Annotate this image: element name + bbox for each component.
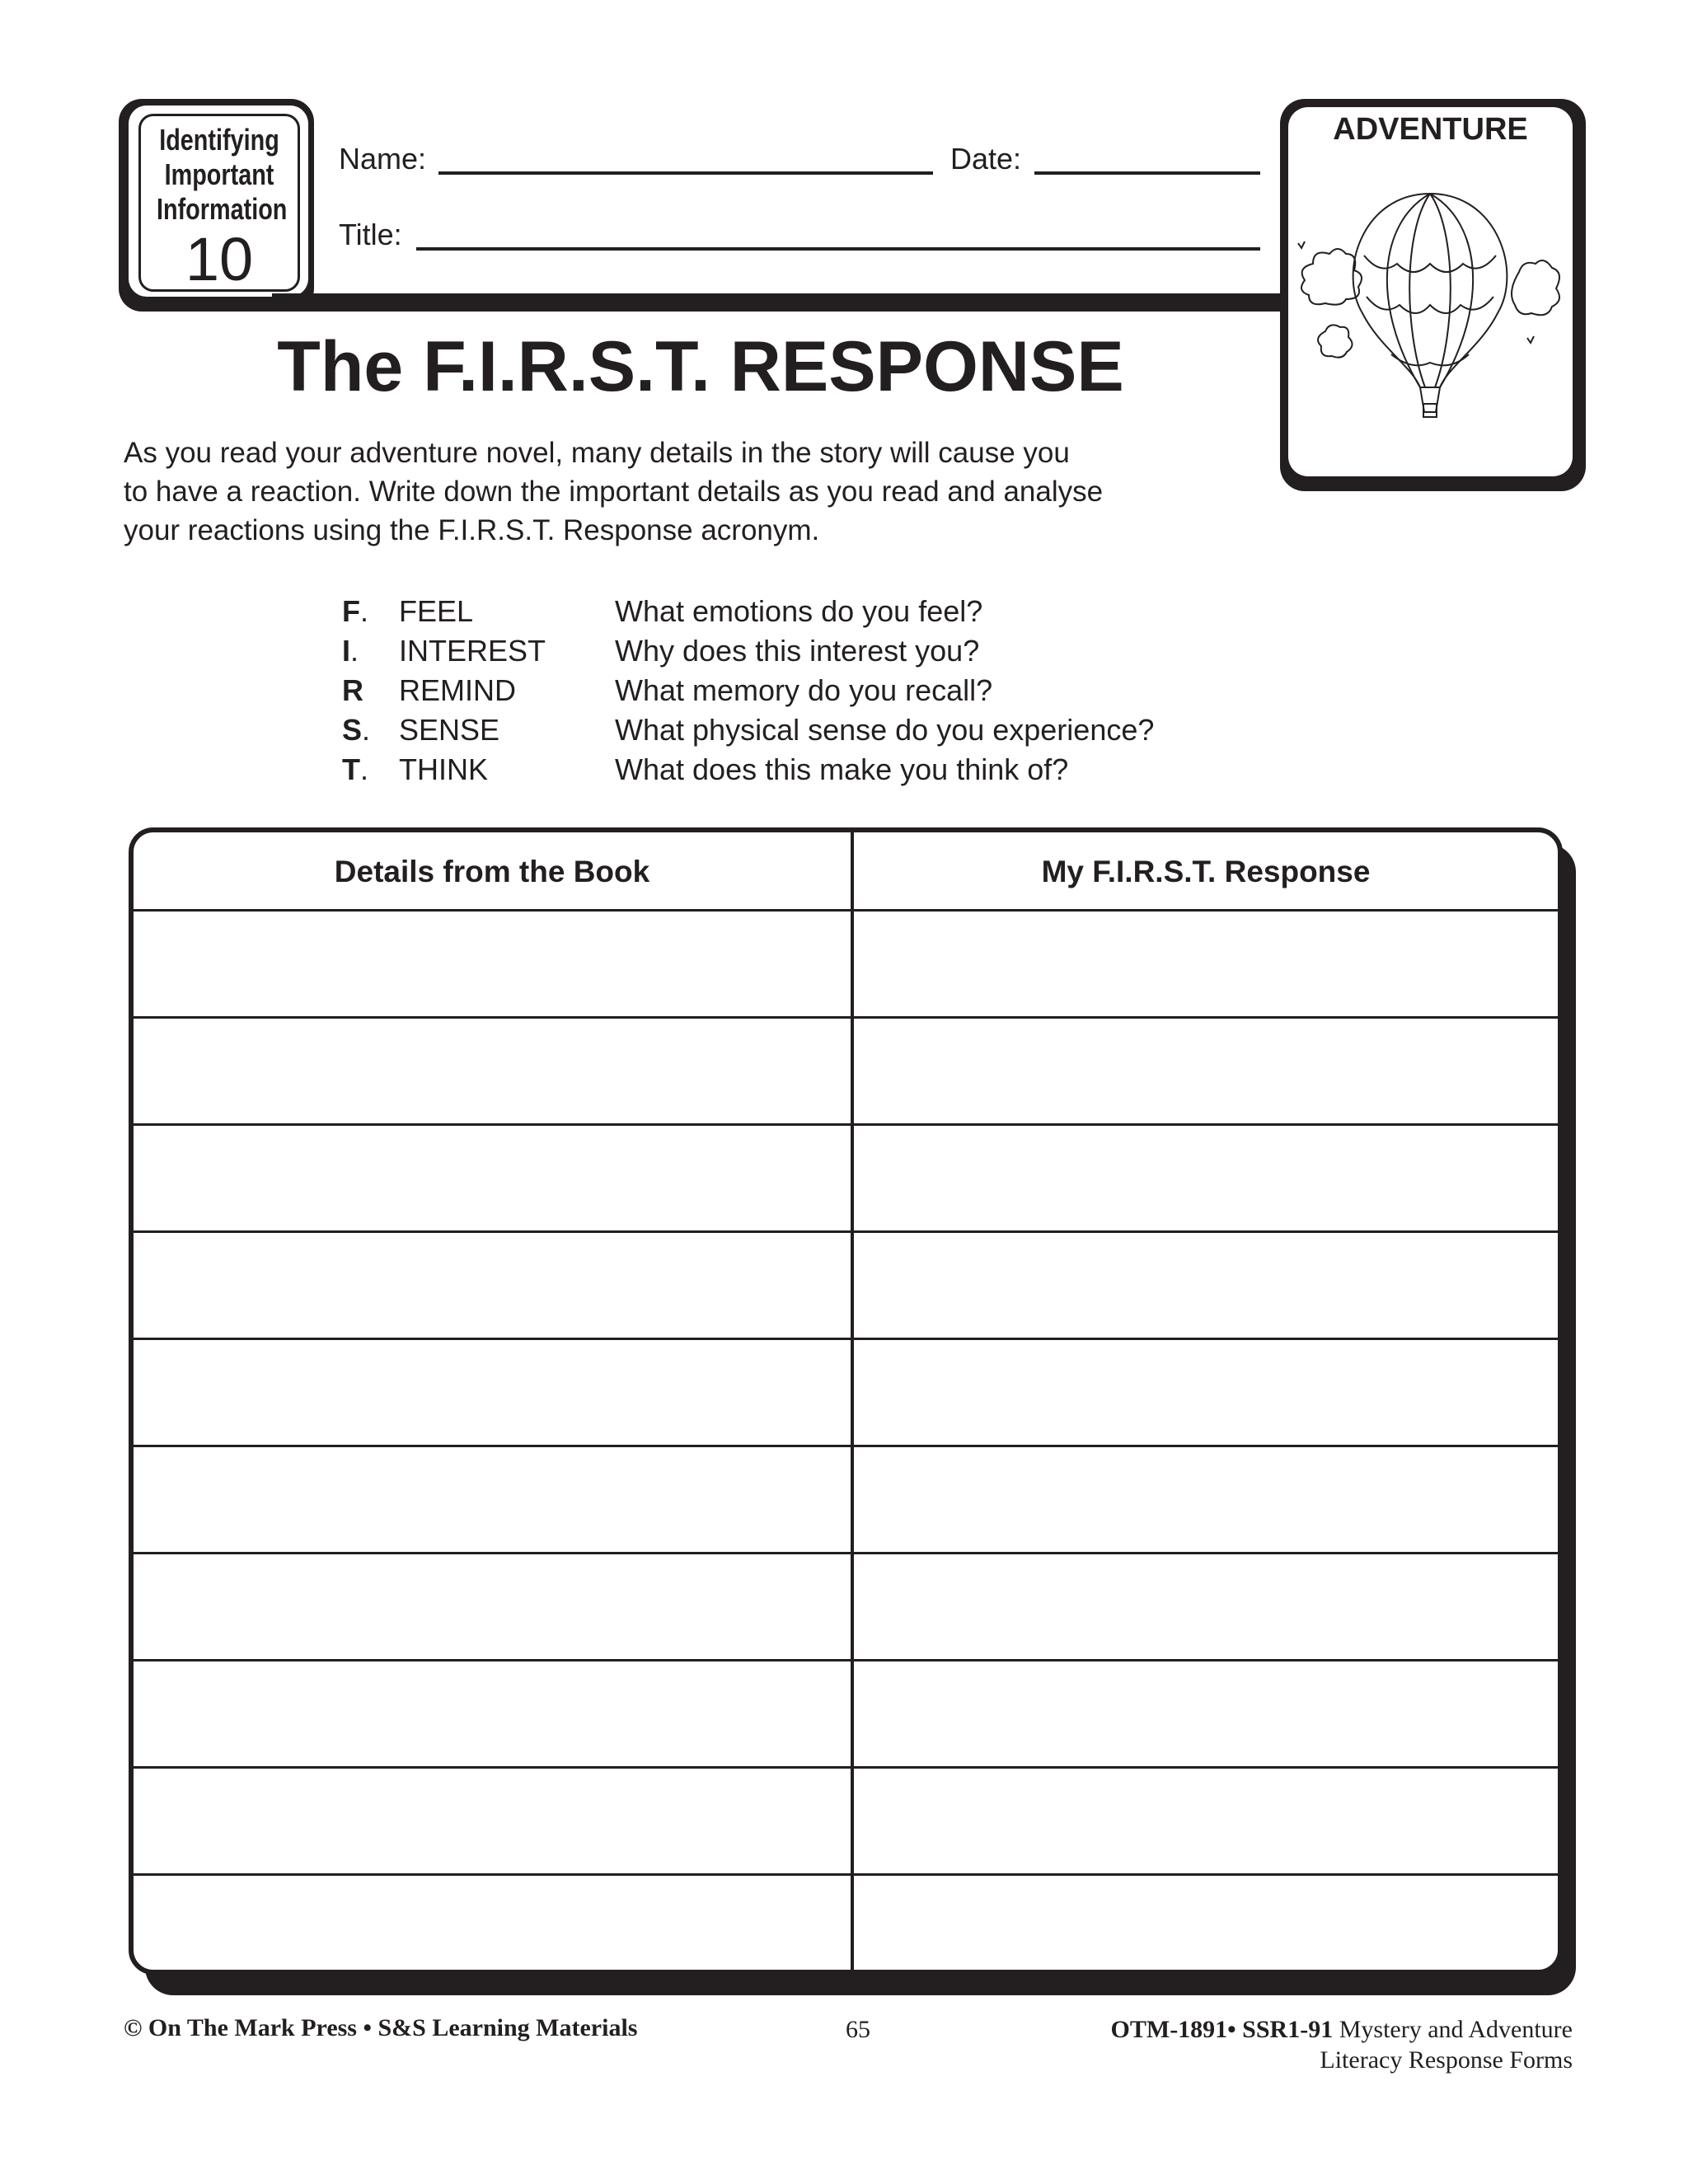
table-cell-details[interactable]: [134, 912, 851, 1016]
title-label: Title:: [339, 218, 402, 251]
product-code: OTM-1891• SSR1-91: [1110, 2016, 1334, 2043]
intro-line: As you read your adventure novel, many details in the story will cause you: [124, 437, 1070, 469]
acronym-word: REMIND: [399, 673, 516, 707]
table-cell-response[interactable]: [854, 1554, 1558, 1659]
badge-line-2: Important: [164, 157, 274, 191]
acronym-letter: F: [342, 594, 360, 628]
acronym-question: What memory do you recall?: [615, 673, 993, 707]
acronym-letter: S: [342, 713, 363, 747]
table-cell-response[interactable]: [854, 1661, 1558, 1766]
name-field[interactable]: [438, 171, 933, 175]
footer-copyright: © On The Mark Press • S&S Learning Materials: [124, 2014, 638, 2041]
acronym-item: [342, 592, 1331, 631]
table-cell-response[interactable]: [854, 1769, 1558, 1873]
intro-line: your reactions using the F.I.R.S.T. Response acronym.: [124, 514, 820, 546]
acronym-word: SENSE: [399, 713, 500, 747]
acronym-letter: R: [342, 673, 363, 707]
acronym-item: [342, 710, 1331, 750]
footer-product: [1111, 2014, 1573, 2075]
acronym-punct: .: [360, 752, 369, 786]
table-cell-response[interactable]: [854, 1340, 1558, 1445]
table-cell-response[interactable]: [854, 912, 1558, 1016]
acronym-word: INTEREST: [399, 634, 546, 668]
table-cell-details[interactable]: [134, 1554, 851, 1659]
table-cell-details[interactable]: [134, 1447, 851, 1552]
page-number: 65: [846, 2016, 870, 2043]
table-cell-details[interactable]: [134, 1233, 851, 1338]
table-cell-details[interactable]: [134, 1769, 851, 1873]
acronym-punct: .: [362, 713, 371, 747]
title-field[interactable]: [416, 247, 1260, 251]
badge-number: 10: [185, 225, 254, 293]
response-table: [129, 827, 1563, 1975]
acronym-list: [342, 592, 1331, 790]
intro-paragraph: [124, 434, 1278, 550]
acronym-letter: I: [342, 634, 351, 668]
table-cell-response[interactable]: [854, 1019, 1558, 1123]
name-label: Name:: [339, 142, 427, 176]
acronym-punct: .: [350, 634, 359, 668]
table-cell-response[interactable]: [854, 1447, 1558, 1552]
product-subtitle: Literacy Response Forms: [1320, 2046, 1573, 2074]
badge-line-3: Information: [157, 192, 288, 226]
column-header-details: Details from the Book: [334, 855, 650, 888]
table-cell-details[interactable]: [134, 1019, 851, 1123]
column-header-response: My F.I.R.S.T. Response: [1041, 855, 1371, 888]
hot-air-balloon-icon: [1288, 181, 1573, 429]
intro-line: to have a reaction. Write down the important details as you read and analyse: [124, 476, 1104, 508]
table-cell-response[interactable]: [854, 1126, 1558, 1230]
table-cell-response[interactable]: [854, 1233, 1558, 1338]
date-label: Date:: [950, 142, 1022, 176]
acronym-item: [342, 750, 1331, 790]
table-cell-details[interactable]: [134, 1661, 851, 1766]
acronym-question: What does this make you think of?: [615, 752, 1069, 786]
acronym-word: FEEL: [399, 594, 474, 628]
acronym-question: Why does this interest you?: [615, 634, 980, 668]
page-title: The F.I.R.S.T. RESPONSE: [277, 327, 1124, 406]
acronym-item: [342, 631, 1331, 671]
table-cell-details[interactable]: [134, 1876, 851, 1975]
acronym-punct: .: [360, 594, 369, 628]
acronym-letter: T: [342, 752, 360, 786]
acronym-item: [342, 671, 1331, 710]
acronym-question: What physical sense do you experience?: [615, 713, 1155, 747]
acronym-word: THINK: [399, 752, 488, 786]
skill-badge: [138, 114, 300, 292]
badge-line-1: Identifying: [159, 123, 279, 157]
header-divider: [272, 293, 1294, 312]
table-cell-details[interactable]: [134, 1340, 851, 1445]
table-cell-details[interactable]: [134, 1126, 851, 1230]
genre-title: ADVENTURE: [1333, 112, 1528, 147]
table-cell-response[interactable]: [854, 1876, 1558, 1975]
acronym-question: What emotions do you feel?: [615, 594, 983, 628]
date-field[interactable]: [1034, 171, 1260, 175]
product-title: Mystery and Adventure: [1333, 2016, 1573, 2043]
